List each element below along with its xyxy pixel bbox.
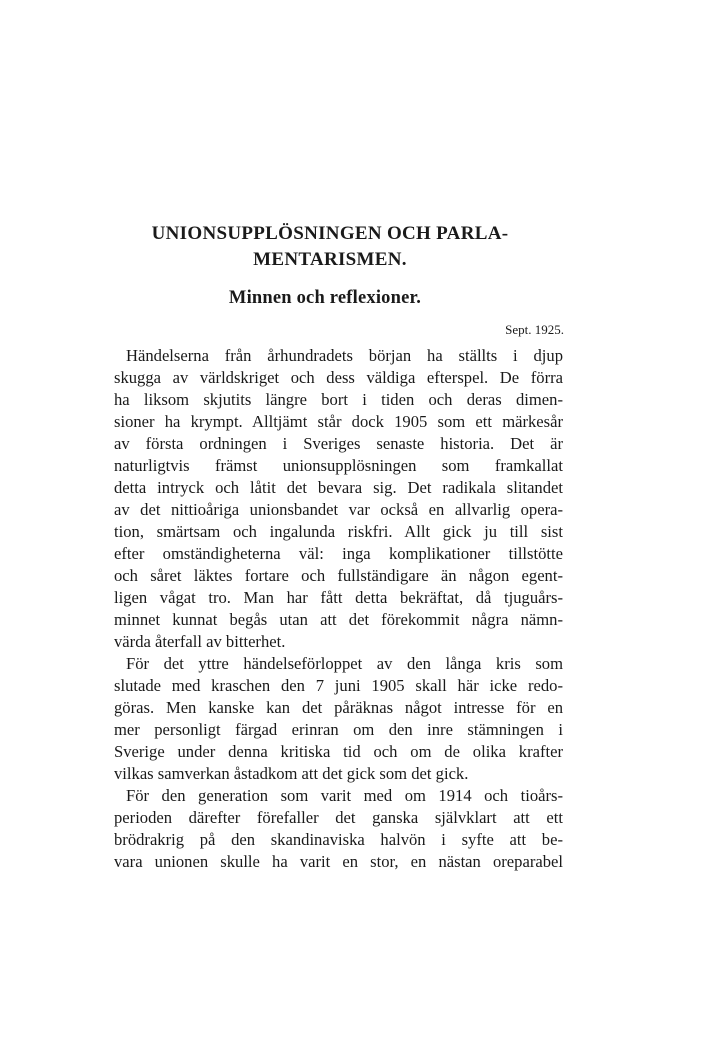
body-line: minnet kunnat begås utan att det förekommit några nämn- <box>114 610 563 629</box>
body-line: sioner ha krympt. Alltjämt står dock 1905 som ett märkesår <box>114 412 563 431</box>
body-line: mer personligt färgad erinran om den inre stämningen i <box>114 720 563 739</box>
body-line: brödrakrig på den skandinaviska halvön i syfte att be- <box>114 830 563 849</box>
body-line: och såret läktes fortare och fullständigare än någon egent- <box>114 566 563 585</box>
body-line: naturligtvis främst unionsupplösningen som framkallat <box>114 456 563 475</box>
body-line: av första ordningen i Sveriges senaste historia. Det är <box>114 434 563 453</box>
body-line: av det nittioåriga unionsbandet var också en allvarlig opera- <box>114 500 563 519</box>
date-line: Sept. 1925. <box>505 322 564 337</box>
body-line: perioden därefter förefaller det ganska självklart att ett <box>114 808 563 827</box>
body-line: För det yttre händelseförloppet av den långa kris som <box>126 654 563 673</box>
subtitle: Minnen och reflexioner. <box>228 288 422 308</box>
body-line: slutade med kraschen den 7 juni 1905 skall här icke redo- <box>114 676 563 695</box>
body-line: efter omständigheterna väl: inga komplikationer tillstötte <box>114 544 563 563</box>
body-line: Händelserna från århundradets början ha ställts i djup <box>126 346 563 365</box>
body-line: ligen vågat tro. Man har fått detta bekräftat, då tjuguårs- <box>114 588 563 607</box>
body-line: För den generation som varit med om 1914 och tioårs- <box>126 786 563 805</box>
body-line: värda återfall av bitterhet. <box>114 632 286 651</box>
body-line: detta intryck och låtit det bevara sig. Det radikala slitandet <box>114 478 563 497</box>
body-line: vara unionen skulle ha varit en stor, en nästan oreparabel <box>114 852 563 871</box>
page-title-line-1: UNIONSUPPLÖSNINGEN OCH PARLA- <box>151 223 509 244</box>
body-line: Sverige under denna kritiska tid och om de olika krafter <box>114 742 563 761</box>
body-line: vilkas samverkan åstadkom att det gick som det gick. <box>114 764 469 783</box>
body-line: tion, smärtsam och ingalunda riskfri. Allt gick ju till sist <box>114 522 563 541</box>
body-line: skugga av världskriget och dess väldiga efterspel. De förra <box>114 368 563 387</box>
body-line: göras. Men kanske kan det påräknas något intresse för en <box>114 698 563 717</box>
page-title-line-2: MENTARISMEN. <box>253 249 407 270</box>
body-line: ha liksom skjutits längre bort i tiden och deras dimen- <box>114 390 563 409</box>
